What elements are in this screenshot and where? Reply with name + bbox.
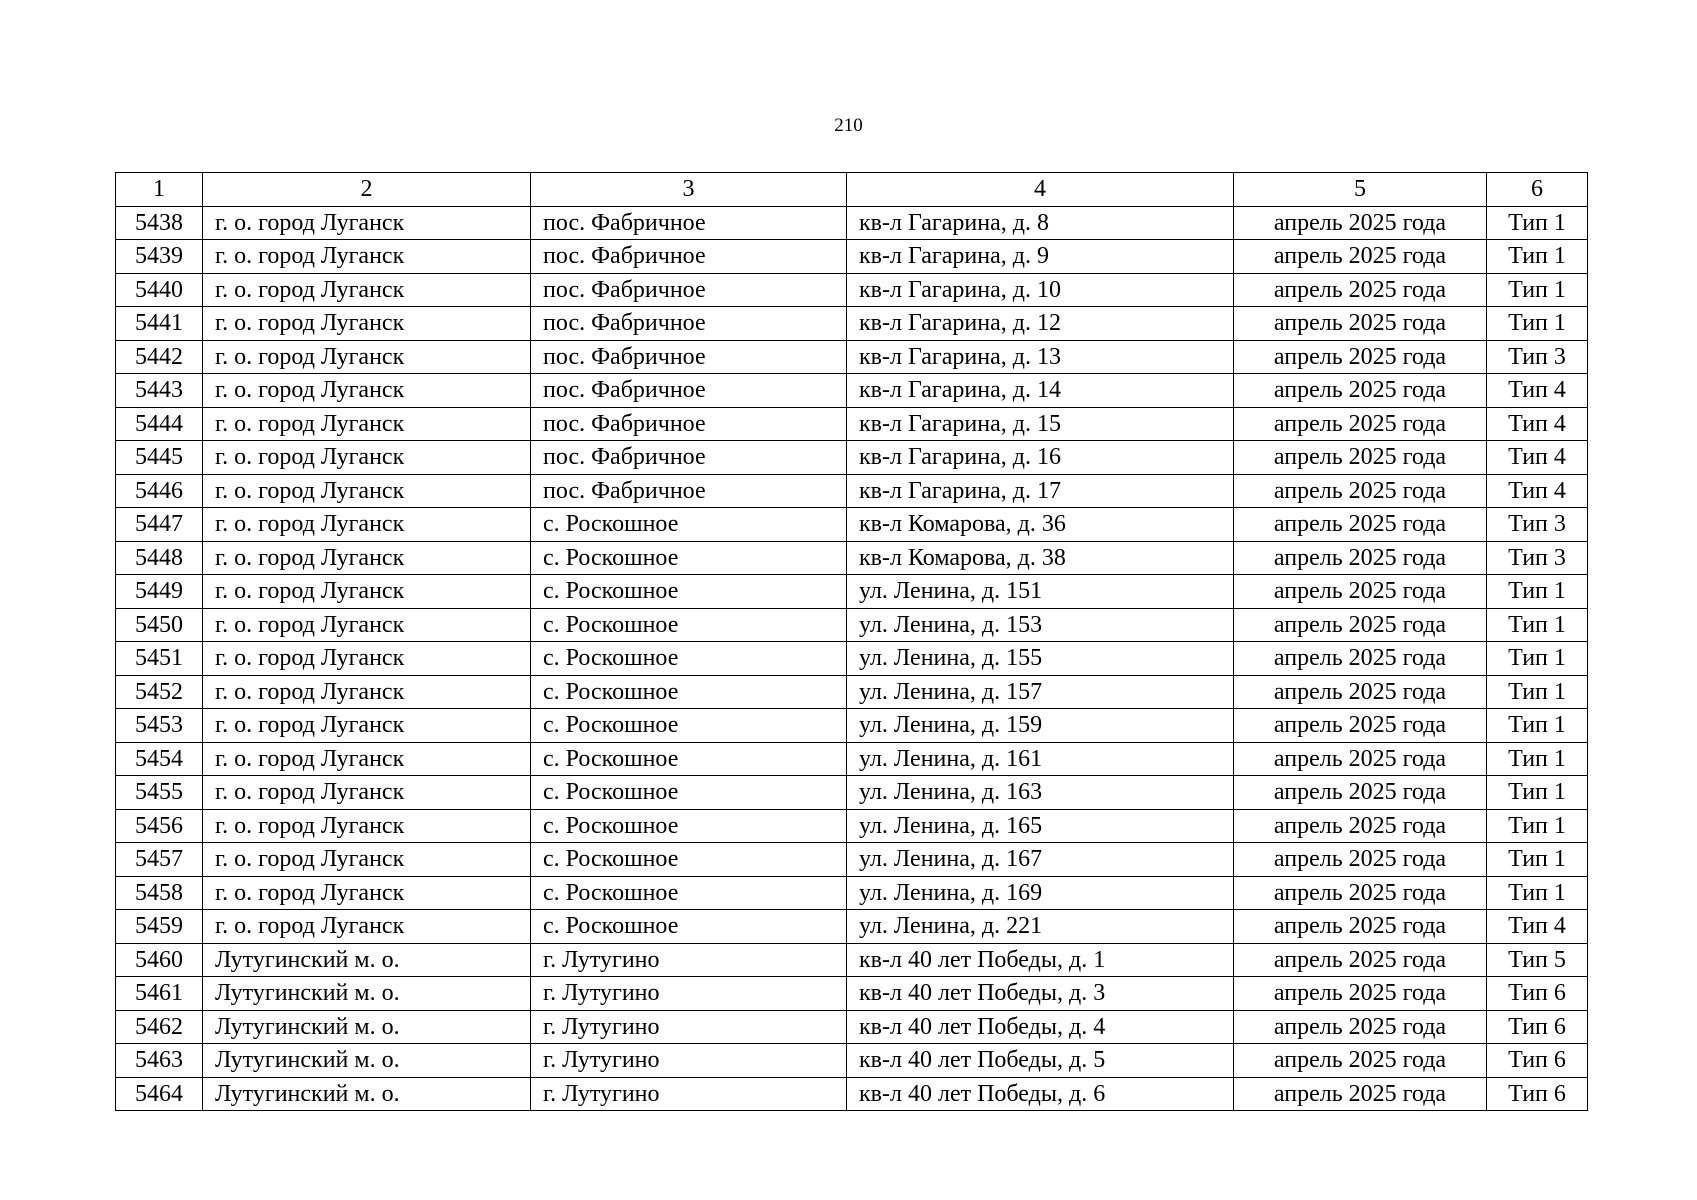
district-cell: Лутугинский м. о.: [203, 1044, 531, 1078]
type-cell: Тип 4: [1487, 407, 1588, 441]
date-cell: апрель 2025 года: [1234, 843, 1487, 877]
column-header-1: 1: [116, 173, 203, 207]
date-cell: апрель 2025 года: [1234, 742, 1487, 776]
type-cell: Тип 1: [1487, 240, 1588, 274]
settlement-cell: г. Лутугино: [531, 1010, 847, 1044]
type-cell: Тип 6: [1487, 1010, 1588, 1044]
table-row: [116, 876, 1588, 910]
address-cell: кв-л 40 лет Победы, д. 1: [847, 943, 1234, 977]
date-cell: апрель 2025 года: [1234, 541, 1487, 575]
type-cell: Тип 1: [1487, 843, 1588, 877]
settlement-cell: пос. Фабричное: [531, 374, 847, 408]
district-cell: Лутугинский м. о.: [203, 977, 531, 1011]
date-cell: апрель 2025 года: [1234, 910, 1487, 944]
table-row: [116, 541, 1588, 575]
page-number: 210: [834, 115, 863, 136]
row-number-cell: 5445: [116, 441, 203, 475]
address-cell: кв-л Гагарина, д. 13: [847, 340, 1234, 374]
table-row: [116, 608, 1588, 642]
district-cell: г. о. город Луганск: [203, 474, 531, 508]
date-cell: апрель 2025 года: [1234, 1010, 1487, 1044]
address-cell: ул. Ленина, д. 161: [847, 742, 1234, 776]
type-cell: Тип 1: [1487, 206, 1588, 240]
table-row: [116, 843, 1588, 877]
row-number-cell: 5443: [116, 374, 203, 408]
date-cell: апрель 2025 года: [1234, 441, 1487, 475]
date-cell: апрель 2025 года: [1234, 575, 1487, 609]
district-cell: г. о. город Луганск: [203, 374, 531, 408]
register-table: [115, 172, 1588, 1111]
district-cell: г. о. город Луганск: [203, 742, 531, 776]
date-cell: апрель 2025 года: [1234, 977, 1487, 1011]
address-cell: кв-л Гагарина, д. 10: [847, 273, 1234, 307]
row-number-cell: 5447: [116, 508, 203, 542]
table-row: [116, 206, 1588, 240]
district-cell: г. о. город Луганск: [203, 307, 531, 341]
district-cell: Лутугинский м. о.: [203, 943, 531, 977]
table-row: [116, 407, 1588, 441]
date-cell: апрель 2025 года: [1234, 776, 1487, 810]
date-cell: апрель 2025 года: [1234, 407, 1487, 441]
table-row: [116, 742, 1588, 776]
address-cell: кв-л 40 лет Победы, д. 6: [847, 1077, 1234, 1111]
date-cell: апрель 2025 года: [1234, 709, 1487, 743]
address-cell: кв-л 40 лет Победы, д. 3: [847, 977, 1234, 1011]
settlement-cell: г. Лутугино: [531, 977, 847, 1011]
address-cell: кв-л Комарова, д. 36: [847, 508, 1234, 542]
date-cell: апрель 2025 года: [1234, 374, 1487, 408]
table-row: [116, 374, 1588, 408]
address-cell: ул. Ленина, д. 169: [847, 876, 1234, 910]
type-cell: Тип 1: [1487, 675, 1588, 709]
table-row: [116, 474, 1588, 508]
date-cell: апрель 2025 года: [1234, 206, 1487, 240]
row-number-cell: 5461: [116, 977, 203, 1011]
district-cell: г. о. город Луганск: [203, 675, 531, 709]
type-cell: Тип 3: [1487, 508, 1588, 542]
table-row: [116, 575, 1588, 609]
type-cell: Тип 6: [1487, 1044, 1588, 1078]
table-row: [116, 776, 1588, 810]
settlement-cell: пос. Фабричное: [531, 273, 847, 307]
type-cell: Тип 1: [1487, 876, 1588, 910]
district-cell: г. о. город Луганск: [203, 809, 531, 843]
column-header-6: 6: [1487, 173, 1588, 207]
date-cell: апрель 2025 года: [1234, 1044, 1487, 1078]
type-cell: Тип 4: [1487, 474, 1588, 508]
table-row: [116, 709, 1588, 743]
district-cell: г. о. город Луганск: [203, 843, 531, 877]
date-cell: апрель 2025 года: [1234, 608, 1487, 642]
address-cell: ул. Ленина, д. 167: [847, 843, 1234, 877]
settlement-cell: пос. Фабричное: [531, 441, 847, 475]
type-cell: Тип 1: [1487, 273, 1588, 307]
row-number-cell: 5463: [116, 1044, 203, 1078]
row-number-cell: 5455: [116, 776, 203, 810]
district-cell: г. о. город Луганск: [203, 575, 531, 609]
table-row: [116, 1044, 1588, 1078]
table-row: [116, 340, 1588, 374]
district-cell: г. о. город Луганск: [203, 508, 531, 542]
settlement-cell: пос. Фабричное: [531, 407, 847, 441]
date-cell: апрель 2025 года: [1234, 307, 1487, 341]
settlement-cell: с. Роскошное: [531, 809, 847, 843]
table-row: [116, 441, 1588, 475]
date-cell: апрель 2025 года: [1234, 240, 1487, 274]
settlement-cell: пос. Фабричное: [531, 474, 847, 508]
row-number-cell: 5462: [116, 1010, 203, 1044]
settlement-cell: пос. Фабричное: [531, 206, 847, 240]
row-number-cell: 5454: [116, 742, 203, 776]
row-number-cell: 5444: [116, 407, 203, 441]
type-cell: Тип 1: [1487, 809, 1588, 843]
row-number-cell: 5438: [116, 206, 203, 240]
row-number-cell: 5460: [116, 943, 203, 977]
table-row: [116, 910, 1588, 944]
district-cell: г. о. город Луганск: [203, 910, 531, 944]
type-cell: Тип 4: [1487, 441, 1588, 475]
address-cell: ул. Ленина, д. 165: [847, 809, 1234, 843]
table-row: [116, 273, 1588, 307]
row-number-cell: 5451: [116, 642, 203, 676]
table-body: [116, 206, 1588, 1111]
address-cell: кв-л 40 лет Победы, д. 4: [847, 1010, 1234, 1044]
settlement-cell: с. Роскошное: [531, 508, 847, 542]
table-row: [116, 1010, 1588, 1044]
address-cell: кв-л 40 лет Победы, д. 5: [847, 1044, 1234, 1078]
date-cell: апрель 2025 года: [1234, 642, 1487, 676]
settlement-cell: с. Роскошное: [531, 608, 847, 642]
column-header-5: 5: [1234, 173, 1487, 207]
district-cell: г. о. город Луганск: [203, 206, 531, 240]
type-cell: Тип 6: [1487, 977, 1588, 1011]
address-cell: кв-л Гагарина, д. 15: [847, 407, 1234, 441]
type-cell: Тип 3: [1487, 340, 1588, 374]
table-row: [116, 240, 1588, 274]
column-header-2: 2: [203, 173, 531, 207]
row-number-cell: 5452: [116, 675, 203, 709]
address-cell: кв-л Гагарина, д. 14: [847, 374, 1234, 408]
settlement-cell: с. Роскошное: [531, 843, 847, 877]
type-cell: Тип 4: [1487, 374, 1588, 408]
column-header-3: 3: [531, 173, 847, 207]
type-cell: Тип 5: [1487, 943, 1588, 977]
column-header-4: 4: [847, 173, 1234, 207]
district-cell: г. о. город Луганск: [203, 876, 531, 910]
date-cell: апрель 2025 года: [1234, 876, 1487, 910]
settlement-cell: с. Роскошное: [531, 876, 847, 910]
district-cell: г. о. город Луганск: [203, 273, 531, 307]
row-number-cell: 5449: [116, 575, 203, 609]
district-cell: г. о. город Луганск: [203, 407, 531, 441]
row-number-cell: 5450: [116, 608, 203, 642]
type-cell: Тип 4: [1487, 910, 1588, 944]
settlement-cell: г. Лутугино: [531, 1044, 847, 1078]
table-row: [116, 675, 1588, 709]
date-cell: апрель 2025 года: [1234, 1077, 1487, 1111]
row-number-cell: 5441: [116, 307, 203, 341]
address-cell: кв-л Гагарина, д. 12: [847, 307, 1234, 341]
row-number-cell: 5464: [116, 1077, 203, 1111]
district-cell: г. о. город Луганск: [203, 541, 531, 575]
type-cell: Тип 3: [1487, 541, 1588, 575]
table-row: [116, 977, 1588, 1011]
row-number-cell: 5446: [116, 474, 203, 508]
date-cell: апрель 2025 года: [1234, 474, 1487, 508]
row-number-cell: 5456: [116, 809, 203, 843]
district-cell: г. о. город Луганск: [203, 240, 531, 274]
table-row: [116, 307, 1588, 341]
row-number-cell: 5448: [116, 541, 203, 575]
type-cell: Тип 1: [1487, 742, 1588, 776]
date-cell: апрель 2025 года: [1234, 508, 1487, 542]
table-row: [116, 809, 1588, 843]
district-cell: Лутугинский м. о.: [203, 1077, 531, 1111]
settlement-cell: с. Роскошное: [531, 642, 847, 676]
address-cell: ул. Ленина, д. 221: [847, 910, 1234, 944]
district-cell: Лутугинский м. о.: [203, 1010, 531, 1044]
address-cell: кв-л Гагарина, д. 9: [847, 240, 1234, 274]
date-cell: апрель 2025 года: [1234, 809, 1487, 843]
settlement-cell: с. Роскошное: [531, 675, 847, 709]
row-number-cell: 5442: [116, 340, 203, 374]
address-cell: ул. Ленина, д. 163: [847, 776, 1234, 810]
address-cell: кв-л Гагарина, д. 8: [847, 206, 1234, 240]
type-cell: Тип 1: [1487, 776, 1588, 810]
type-cell: Тип 1: [1487, 709, 1588, 743]
date-cell: апрель 2025 года: [1234, 675, 1487, 709]
address-cell: ул. Ленина, д. 155: [847, 642, 1234, 676]
type-cell: Тип 6: [1487, 1077, 1588, 1111]
settlement-cell: г. Лутугино: [531, 943, 847, 977]
settlement-cell: с. Роскошное: [531, 776, 847, 810]
settlement-cell: пос. Фабричное: [531, 307, 847, 341]
district-cell: г. о. город Луганск: [203, 709, 531, 743]
settlement-cell: г. Лутугино: [531, 1077, 847, 1111]
district-cell: г. о. город Луганск: [203, 441, 531, 475]
date-cell: апрель 2025 года: [1234, 340, 1487, 374]
address-cell: кв-л Гагарина, д. 16: [847, 441, 1234, 475]
address-cell: ул. Ленина, д. 151: [847, 575, 1234, 609]
table-row: [116, 642, 1588, 676]
type-cell: Тип 1: [1487, 642, 1588, 676]
type-cell: Тип 1: [1487, 608, 1588, 642]
address-cell: ул. Ленина, д. 157: [847, 675, 1234, 709]
row-number-cell: 5440: [116, 273, 203, 307]
settlement-cell: с. Роскошное: [531, 541, 847, 575]
table-row: [116, 943, 1588, 977]
district-cell: г. о. город Луганск: [203, 340, 531, 374]
row-number-cell: 5457: [116, 843, 203, 877]
table-row: [116, 508, 1588, 542]
settlement-cell: с. Роскошное: [531, 742, 847, 776]
row-number-cell: 5458: [116, 876, 203, 910]
table-header-row: [116, 173, 1588, 207]
row-number-cell: 5459: [116, 910, 203, 944]
address-cell: ул. Ленина, д. 153: [847, 608, 1234, 642]
settlement-cell: пос. Фабричное: [531, 240, 847, 274]
date-cell: апрель 2025 года: [1234, 943, 1487, 977]
district-cell: г. о. город Луганск: [203, 608, 531, 642]
settlement-cell: пос. Фабричное: [531, 340, 847, 374]
address-cell: кв-л Комарова, д. 38: [847, 541, 1234, 575]
address-cell: ул. Ленина, д. 159: [847, 709, 1234, 743]
address-cell: кв-л Гагарина, д. 17: [847, 474, 1234, 508]
type-cell: Тип 1: [1487, 307, 1588, 341]
district-cell: г. о. город Луганск: [203, 776, 531, 810]
settlement-cell: с. Роскошное: [531, 575, 847, 609]
district-cell: г. о. город Луганск: [203, 642, 531, 676]
row-number-cell: 5439: [116, 240, 203, 274]
type-cell: Тип 1: [1487, 575, 1588, 609]
table-row: [116, 1077, 1588, 1111]
row-number-cell: 5453: [116, 709, 203, 743]
date-cell: апрель 2025 года: [1234, 273, 1487, 307]
settlement-cell: с. Роскошное: [531, 910, 847, 944]
settlement-cell: с. Роскошное: [531, 709, 847, 743]
